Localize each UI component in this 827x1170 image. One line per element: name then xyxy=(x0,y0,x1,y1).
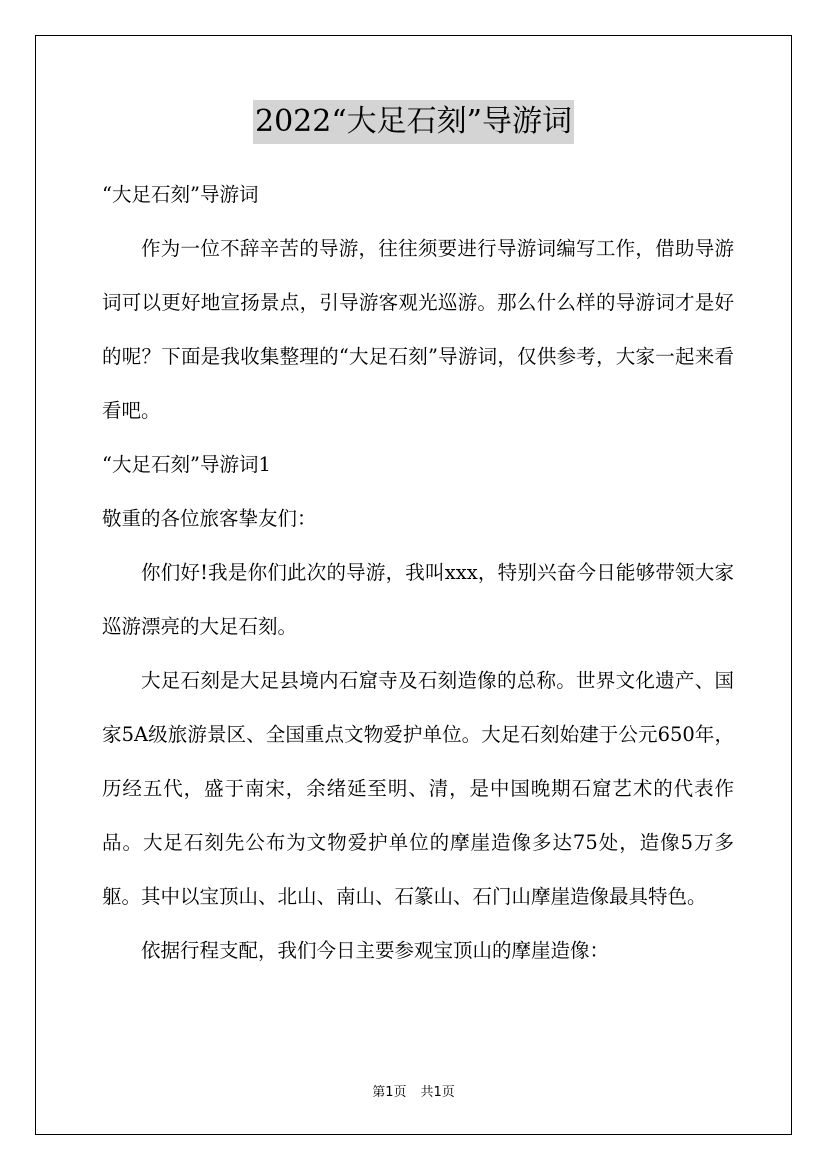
paragraph-intro: 作为一位不辞辛苦的导游，往往须要进行导游词编写工作，借助导游词可以更好地宣扬景点，引导游客观光巡游。那么什么样的导游词才是好的呢？下面是我收集整理的“大足石刻”导游词，仅供参考，大家一起来看看吧。 xyxy=(102,237,734,422)
paragraph-subtitle: “大足石刻”导游词 xyxy=(102,183,259,206)
page-footer xyxy=(0,1084,827,1102)
paragraph-welcome: 你们好!我是你们此次的导游，我叫xxx，特别兴奋今日能够带领大家巡游漂亮的大足石刻。 xyxy=(102,561,734,638)
document-title: 2022“大足石刻”导游词 xyxy=(253,100,574,144)
paragraph-heading-1: “大足石刻”导游词1 xyxy=(102,453,271,476)
page-number: 第1页 xyxy=(372,1085,407,1100)
document-body xyxy=(102,168,734,978)
paragraph-overview: 大足石刻是大足县境内石窟寺及石刻造像的总称。世界文化遗产、国家5A级旅游景区、全国重点文物爱护单位。大足石刻始建于公元650年，历经五代，盛于南宋，余绪延至明、清，是中国晚期石窟艺术的代表作品。大足石刻先公布为文物爱护单位的摩崖造像多达75处，造像5万多躯。其中以宝顶山、北山、南山、石篆山、石门山摩崖造像最具特色。 xyxy=(102,669,734,908)
paragraph-itinerary: 依据行程支配，我们今日主要参观宝顶山的摩崖造像： xyxy=(141,939,610,962)
page-total: 共1页 xyxy=(420,1085,455,1100)
paragraph-greeting: 敬重的各位旅客挚友们： xyxy=(102,507,317,530)
title-container xyxy=(0,100,827,144)
